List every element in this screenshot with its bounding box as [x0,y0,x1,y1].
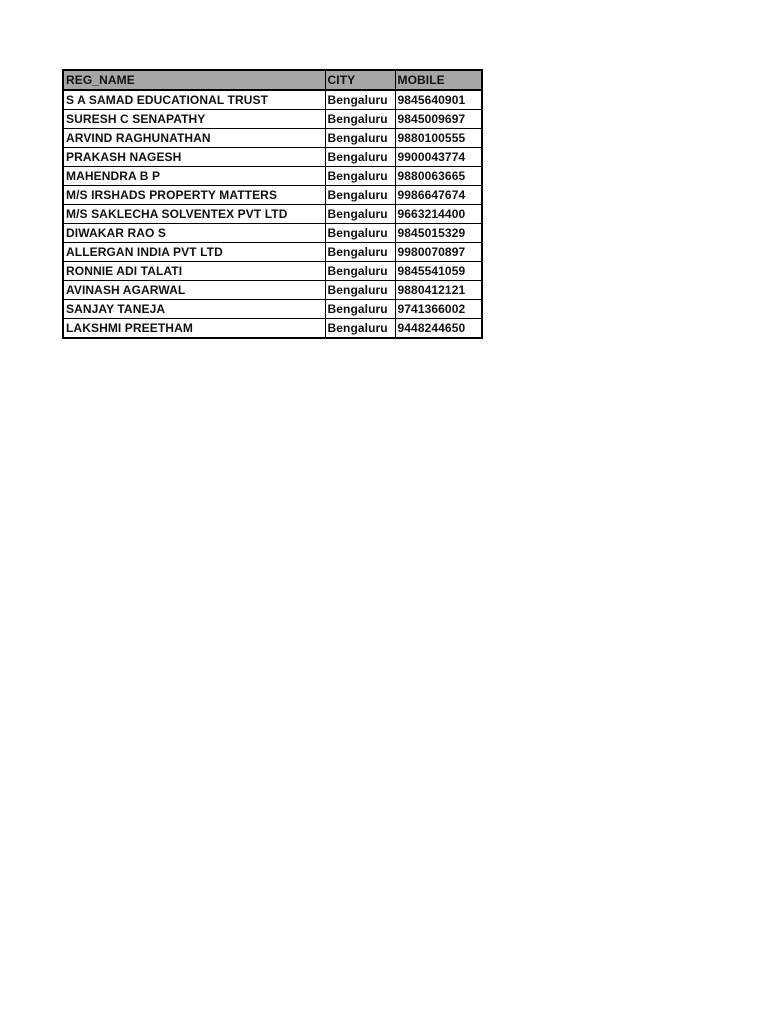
cell-reg-name: SURESH C SENAPATHY [63,110,325,129]
cell-city: Bengaluru [325,129,395,148]
cell-mobile: 9845640901 [395,90,482,110]
table-row [63,167,482,186]
cell-mobile: 9845009697 [395,110,482,129]
cell-mobile: 9980070897 [395,243,482,262]
column-header-reg-name: REG_NAME [63,70,325,90]
cell-city: Bengaluru [325,319,395,339]
table-row [63,224,482,243]
table-header [63,70,482,90]
cell-mobile: 9448244650 [395,319,482,339]
cell-reg-name: AVINASH AGARWAL [63,281,325,300]
cell-mobile: 9663214400 [395,205,482,224]
cell-reg-name: MAHENDRA B P [63,167,325,186]
cell-city: Bengaluru [325,186,395,205]
cell-city: Bengaluru [325,110,395,129]
table-row [63,205,482,224]
table-row [63,148,482,167]
cell-reg-name: ALLERGAN INDIA PVT LTD [63,243,325,262]
cell-mobile: 9880100555 [395,129,482,148]
cell-city: Bengaluru [325,90,395,110]
cell-reg-name: SANJAY TANEJA [63,300,325,319]
table-row [63,243,482,262]
table-row [63,129,482,148]
cell-city: Bengaluru [325,167,395,186]
cell-reg-name: M/S IRSHADS PROPERTY MATTERS [63,186,325,205]
cell-reg-name: S A SAMAD EDUCATIONAL TRUST [63,90,325,110]
cell-reg-name: PRAKASH NAGESH [63,148,325,167]
cell-mobile: 9880412121 [395,281,482,300]
table-row [63,186,482,205]
cell-city: Bengaluru [325,243,395,262]
cell-city: Bengaluru [325,281,395,300]
cell-reg-name: M/S SAKLECHA SOLVENTEX PVT LTD [63,205,325,224]
cell-mobile: 9986647674 [395,186,482,205]
header-row [63,70,482,90]
table-row [63,300,482,319]
cell-city: Bengaluru [325,300,395,319]
table-row [63,90,482,110]
cell-city: Bengaluru [325,205,395,224]
cell-mobile: 9845015329 [395,224,482,243]
cell-city: Bengaluru [325,224,395,243]
table-row [63,319,482,339]
cell-mobile: 9900043774 [395,148,482,167]
cell-reg-name: ARVIND RAGHUNATHAN [63,129,325,148]
cell-city: Bengaluru [325,262,395,281]
table-row [63,110,482,129]
cell-mobile: 9880063665 [395,167,482,186]
cell-reg-name: RONNIE ADI TALATI [63,262,325,281]
column-header-city: CITY [325,70,395,90]
table-row [63,262,482,281]
table-row [63,281,482,300]
column-header-mobile: MOBILE [395,70,482,90]
cell-reg-name: DIWAKAR RAO S [63,224,325,243]
cell-mobile: 9845541059 [395,262,482,281]
cell-city: Bengaluru [325,148,395,167]
table-body [63,90,482,338]
cell-mobile: 9741366002 [395,300,482,319]
registration-table [62,69,483,339]
cell-reg-name: LAKSHMI PREETHAM [63,319,325,339]
